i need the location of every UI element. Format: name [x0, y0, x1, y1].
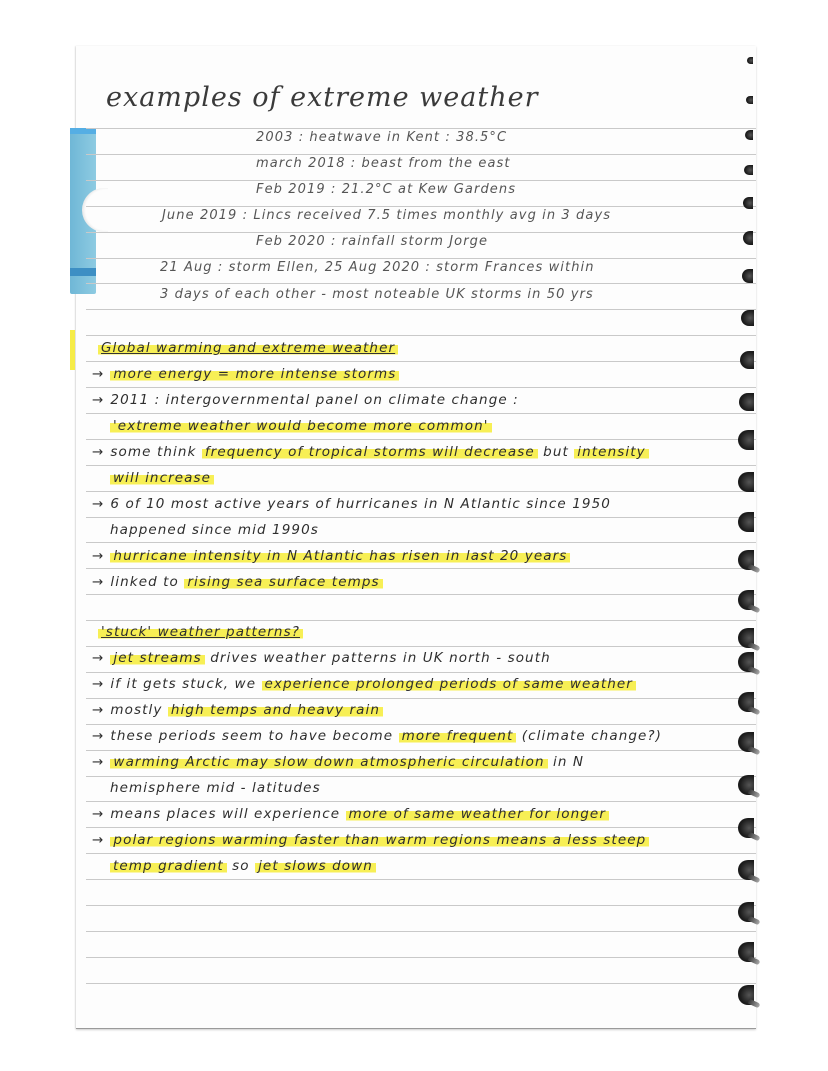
highlighted-text: will increase [110, 470, 214, 486]
spiral-ring [739, 393, 754, 412]
example-item: 3 days of each other - most noteable UK storms in 50 yrs [160, 287, 594, 302]
arrow-icon: → [92, 728, 105, 744]
bullet-continuation [110, 418, 492, 434]
bullet-item [92, 650, 551, 666]
bullet-item [92, 754, 584, 770]
spiral-ring [740, 351, 754, 368]
arrow-icon: → [92, 548, 105, 564]
section-heading-text: Global warming and extreme weather [98, 340, 398, 356]
note-text: happened since mid 1990s [110, 522, 319, 538]
example-item: 21 Aug : storm Ellen, 25 Aug 2020 : storm Frances within [160, 260, 595, 275]
arrow-icon: → [92, 392, 105, 408]
arrow-icon: → [92, 832, 105, 848]
highlighted-text: more of same weather for longer [346, 806, 609, 822]
bullet-item [92, 496, 611, 512]
bullet-item [92, 728, 662, 744]
bullet-item [92, 392, 519, 408]
note-text: if it gets stuck, we [110, 676, 262, 692]
note-text: so [226, 858, 256, 874]
highlighted-text: jet streams [110, 650, 204, 666]
example-item: Feb 2019 : 21.2°C at Kew Gardens [256, 182, 517, 197]
arrow-icon: → [92, 754, 105, 770]
highlighted-text: warming Arctic may slow down atmospheric circulation [110, 754, 547, 770]
spiral-ring [738, 512, 754, 532]
divider-tab-edge [70, 128, 96, 134]
note-text: (climate change?) [516, 728, 663, 744]
spiral-ring [743, 197, 753, 209]
bullet-continuation [110, 858, 376, 874]
highlighted-text: more frequent [399, 728, 517, 744]
bullet-item [92, 574, 383, 590]
section-heading-text: 'stuck' weather patterns? [98, 624, 303, 640]
spiral-ring [742, 269, 754, 284]
highlighted-text: more energy = more intense storms [110, 366, 399, 382]
highlighted-text: polar regions warming faster than warm regions means a less steep [110, 832, 649, 848]
note-text: 2011 : intergovernmental panel on climate change : [110, 392, 519, 408]
bullet-continuation [110, 470, 214, 486]
spiral-ring [741, 310, 754, 326]
note-text: some think [110, 444, 202, 460]
arrow-icon: → [92, 444, 105, 460]
spiral-ring [744, 165, 753, 176]
bullet-item [92, 548, 570, 564]
note-text: linked to [110, 574, 185, 590]
note-text: drives weather patterns in UK north - south [204, 650, 551, 666]
spiral-ring [745, 130, 753, 140]
highlighted-text: experience prolonged periods of same weather [262, 676, 636, 692]
bullet-item [92, 676, 636, 692]
highlighted-text: high temps and heavy rain [168, 702, 383, 718]
example-item: Feb 2020 : rainfall storm Jorge [256, 234, 489, 249]
example-item: march 2018 : beast from the east [256, 156, 511, 171]
highlighted-text: frequency of tropical storms will decrease [202, 444, 538, 460]
note-text: mostly [110, 702, 168, 718]
example-item: June 2019 : Lincs received 7.5 times monthly avg in 3 days [162, 208, 612, 223]
bullet-continuation [110, 522, 319, 538]
bullet-item [92, 366, 399, 382]
highlighter-edge [70, 330, 75, 370]
spiral-ring [743, 231, 754, 245]
arrow-icon: → [92, 676, 105, 692]
note-text: these periods seem to have become [110, 728, 399, 744]
arrow-icon: → [92, 702, 105, 718]
spiral-ring [738, 472, 754, 492]
highlighted-text: hurricane intensity in N Atlantic has risen in last 20 years [110, 548, 570, 564]
spiral-ring [747, 57, 753, 64]
highlighted-text: intensity [574, 444, 648, 460]
arrow-icon: → [92, 574, 105, 590]
highlighted-text: temp gradient [110, 858, 227, 874]
page-title: examples of extreme weather [106, 82, 539, 113]
spiral-ring [746, 96, 753, 104]
bullet-item [92, 702, 383, 718]
highlighted-text: jet slows down [255, 858, 376, 874]
section-heading [98, 624, 303, 640]
note-text: in N [547, 754, 585, 770]
note-text: means places will experience [110, 806, 346, 822]
bullet-item [92, 444, 649, 460]
section-heading [98, 340, 398, 356]
spiral-ring [738, 430, 754, 450]
example-item: 2003 : heatwave in Kent : 38.5°C [256, 130, 508, 145]
note-text: hemisphere mid - latitudes [110, 780, 321, 796]
arrow-icon: → [92, 650, 105, 666]
bullet-item [92, 806, 609, 822]
highlighted-text: 'extreme weather would become more common' [110, 418, 492, 434]
divider-tab-mark [70, 268, 96, 276]
note-text: but [537, 444, 575, 460]
highlighted-text: rising sea surface temps [184, 574, 382, 590]
bullet-item [92, 832, 649, 848]
arrow-icon: → [92, 366, 105, 382]
bullet-continuation [110, 780, 321, 796]
arrow-icon: → [92, 806, 105, 822]
note-text: 6 of 10 most active years of hurricanes in N Atlantic since 1950 [110, 496, 611, 512]
arrow-icon: → [92, 496, 105, 512]
